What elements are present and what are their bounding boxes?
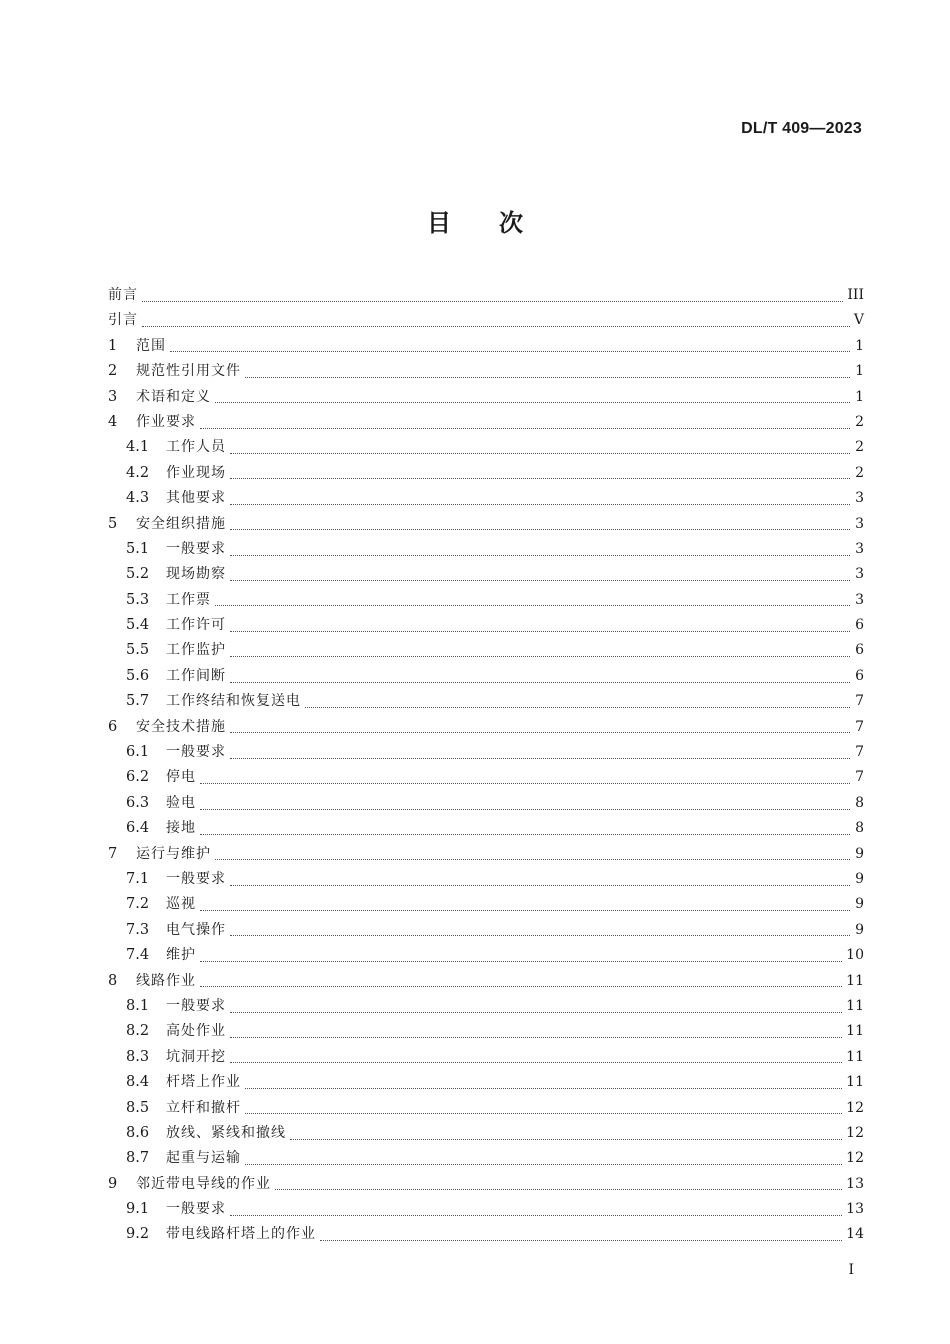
toc-entry-title: 安全组织措施	[136, 515, 226, 532]
toc-entry-title: 其他要求	[166, 490, 226, 507]
toc-entry-number: 4.2	[126, 464, 150, 481]
toc-leader-dots	[275, 1188, 842, 1190]
toc-entry-title: 前言	[108, 287, 138, 303]
page-number: I	[848, 1262, 854, 1278]
toc-entry-number: 5	[108, 515, 118, 532]
toc-entry-page: 14	[846, 1226, 864, 1243]
toc-entry-title: 规范性引用文件	[136, 363, 241, 380]
toc-entry-page: 1	[855, 388, 864, 405]
toc-entry-number: 5.3	[126, 591, 150, 608]
toc-entry[interactable]	[108, 765, 864, 790]
toc-entry-title: 运行与维护	[136, 845, 211, 862]
toc-entry-title: 作业现场	[166, 464, 226, 481]
toc-leader-dots	[142, 300, 843, 302]
toc-entry-title: 工作间断	[166, 667, 226, 684]
toc-leader-dots	[200, 782, 850, 784]
toc-entry[interactable]	[108, 588, 864, 613]
toc-entry-page: 12	[846, 1150, 864, 1167]
toc-title	[0, 203, 950, 238]
toc-entry-number: 8.3	[126, 1048, 150, 1065]
toc-leader-dots	[230, 1036, 842, 1038]
toc-leader-dots	[230, 477, 850, 479]
toc-entry[interactable]	[108, 359, 864, 384]
toc-leader-dots	[215, 401, 850, 403]
toc-entry-number: 7.3	[126, 921, 150, 938]
toc-entry[interactable]	[108, 1146, 864, 1171]
toc-entry-title: 线路作业	[136, 972, 196, 989]
toc-leader-dots	[245, 376, 850, 378]
toc-entry-page: 9	[855, 845, 864, 862]
toc-leader-dots	[230, 655, 850, 657]
toc-entry-title: 电气操作	[166, 921, 226, 938]
toc-entry-page: 3	[855, 540, 864, 557]
toc-entry-title: 起重与运输	[166, 1150, 241, 1167]
toc-entry[interactable]	[108, 689, 864, 714]
toc-entry[interactable]	[108, 969, 864, 994]
toc-entry-number: 5.7	[126, 693, 150, 710]
toc-entry-page: 1	[855, 337, 864, 354]
toc-entry-page: 3	[855, 591, 864, 608]
toc-title-char-1: 目	[427, 209, 451, 237]
toc-entry-title: 一般要求	[166, 870, 226, 887]
toc-entry-number: 2	[108, 363, 118, 380]
toc-entry-page: 8	[855, 820, 864, 837]
toc-entry-page: 10	[846, 947, 864, 964]
toc-entry-page: 9	[855, 921, 864, 938]
toc-leader-dots	[200, 833, 850, 835]
toc-entry-title: 高处作业	[166, 1023, 226, 1040]
toc-entry-page: 3	[855, 515, 864, 532]
toc-entry[interactable]	[108, 740, 864, 765]
toc-leader-dots	[305, 706, 850, 708]
toc-entry-page: 13	[846, 1175, 864, 1192]
toc-leader-dots	[230, 757, 850, 759]
toc-entry-title: 接地	[166, 820, 196, 837]
toc-entry-page: 11	[846, 1023, 864, 1040]
toc-entry-page: 11	[846, 972, 864, 989]
toc-entry-title: 现场勘察	[166, 566, 226, 583]
toc-entry-number: 9.2	[126, 1226, 150, 1243]
toc-entry-number: 8.6	[126, 1124, 150, 1141]
toc-leader-dots	[230, 681, 850, 683]
toc-leader-dots	[230, 579, 850, 581]
toc-entry-number: 5.5	[126, 642, 150, 659]
toc-entry-title: 一般要求	[166, 540, 226, 557]
toc-entry-number: 3	[108, 388, 118, 405]
toc-entry-number: 6.4	[126, 820, 150, 837]
toc-entry-number: 4.1	[126, 439, 150, 456]
toc-entry-number: 8.2	[126, 1023, 150, 1040]
toc-entry[interactable]	[108, 461, 864, 486]
toc-entry-page: 6	[855, 642, 864, 659]
toc-entry[interactable]	[108, 638, 864, 663]
toc-leader-dots	[230, 630, 850, 632]
toc-entry-page: III	[847, 287, 864, 303]
toc-entry-number: 8.7	[126, 1150, 150, 1167]
toc-entry[interactable]	[108, 1197, 864, 1222]
toc-entry-number: 4	[108, 413, 118, 430]
toc-entry[interactable]	[108, 1172, 864, 1197]
toc-entry-number: 7.2	[126, 896, 150, 913]
toc-entry-number: 1	[108, 337, 118, 354]
toc-entry-number: 5.4	[126, 617, 150, 634]
toc-entry-number: 5.1	[126, 540, 150, 557]
toc-entry-title: 一般要求	[166, 997, 226, 1014]
toc-entry[interactable]	[108, 1070, 864, 1095]
toc-leader-dots	[200, 427, 850, 429]
toc-entry-title: 验电	[166, 794, 196, 811]
toc-entry[interactable]	[108, 918, 864, 943]
toc-entry[interactable]	[108, 842, 864, 867]
toc-leader-dots	[245, 1163, 842, 1165]
toc-entry[interactable]	[108, 1121, 864, 1146]
toc-entry-page: V	[853, 312, 864, 329]
toc-entry-title: 引言	[108, 312, 138, 329]
toc-entry-number: 9	[108, 1175, 118, 1192]
toc-entry[interactable]	[108, 435, 864, 460]
toc-entry-number: 6.2	[126, 769, 150, 786]
toc-entry-title: 巡视	[166, 896, 196, 913]
toc-leader-dots	[245, 1087, 842, 1089]
toc-entry-page: 6	[855, 667, 864, 684]
toc-entry-title: 工作许可	[166, 617, 226, 634]
toc-entry-page: 7	[855, 769, 864, 786]
toc-entry-number: 9.1	[126, 1201, 150, 1218]
toc-entry[interactable]	[108, 613, 864, 638]
toc-entry-page: 8	[855, 794, 864, 811]
toc-entry-page: 2	[855, 464, 864, 481]
toc-entry-page: 9	[855, 870, 864, 887]
toc-leader-dots	[230, 528, 850, 530]
toc-entry[interactable]	[108, 537, 864, 562]
toc-entry-number: 8	[108, 972, 118, 989]
toc-entry-page: 9	[855, 896, 864, 913]
toc-leader-dots	[230, 452, 850, 454]
toc-entry-title: 停电	[166, 769, 196, 786]
toc-entry-page: 13	[846, 1201, 864, 1218]
toc-entry[interactable]	[108, 994, 864, 1019]
toc-entry-title: 一般要求	[166, 1201, 226, 1218]
toc-entry-page: 3	[855, 490, 864, 507]
toc-entry[interactable]	[108, 562, 864, 587]
toc-leader-dots	[200, 960, 842, 962]
toc-entry[interactable]	[108, 334, 864, 359]
toc-leader-dots	[290, 1138, 842, 1140]
toc-leader-dots	[215, 858, 850, 860]
toc-entry-title: 立杆和撤杆	[166, 1099, 241, 1116]
toc-entry-number: 8.1	[126, 997, 150, 1014]
toc-entry-page: 7	[855, 718, 864, 735]
toc-entry-page: 7	[855, 693, 864, 710]
toc-entry-title: 安全技术措施	[136, 718, 226, 735]
toc-entry-title: 范围	[136, 337, 166, 354]
toc-entry[interactable]	[108, 1096, 864, 1121]
toc-entry-page: 11	[846, 1048, 864, 1065]
toc-entry-number: 7.4	[126, 947, 150, 964]
toc-leader-dots	[200, 985, 842, 987]
toc-entry-number: 6.3	[126, 794, 150, 811]
toc-entry[interactable]	[108, 892, 864, 917]
toc-entry[interactable]	[108, 943, 864, 968]
toc-entry[interactable]	[108, 867, 864, 892]
toc-entry[interactable]	[108, 715, 864, 740]
toc-entry-title: 工作票	[166, 591, 211, 608]
toc-leader-dots	[245, 1112, 842, 1114]
toc-entry-page: 2	[855, 413, 864, 430]
toc-entry[interactable]	[108, 410, 864, 435]
toc-leader-dots	[230, 934, 850, 936]
toc-entry-title: 带电线路杆塔上的作业	[166, 1226, 316, 1243]
toc-entry[interactable]	[108, 791, 864, 816]
toc-leader-dots	[230, 1214, 842, 1216]
toc-entry-number: 7.1	[126, 870, 150, 887]
toc-leader-dots	[230, 554, 850, 556]
toc-entry-title: 一般要求	[166, 744, 226, 761]
toc-entry-page: 2	[855, 439, 864, 456]
toc-entry[interactable]	[108, 1045, 864, 1070]
toc-entry-page: 1	[855, 363, 864, 380]
toc-entry-page: 6	[855, 617, 864, 634]
toc-entry-title: 杆塔上作业	[166, 1074, 241, 1091]
toc-entry-page: 12	[846, 1124, 864, 1141]
toc-entry-number: 8.5	[126, 1099, 150, 1116]
toc-entry-title: 邻近带电导线的作业	[136, 1175, 271, 1192]
toc-entry-title: 维护	[166, 947, 196, 964]
toc-leader-dots	[230, 1011, 842, 1013]
toc-entry[interactable]	[108, 1019, 864, 1044]
toc-entry[interactable]	[108, 385, 864, 410]
toc-entry[interactable]	[108, 816, 864, 841]
toc-entry-title: 工作终结和恢复送电	[166, 693, 301, 710]
toc-entry-title: 工作人员	[166, 439, 226, 456]
toc-entry-number: 7	[108, 845, 118, 862]
toc-entry-number: 5.2	[126, 566, 150, 583]
toc-leader-dots	[215, 604, 850, 606]
toc-leader-dots	[170, 350, 850, 352]
toc-leader-dots	[230, 503, 850, 505]
toc-entry-number: 6	[108, 718, 118, 735]
toc-leader-dots	[200, 909, 850, 911]
toc-entry-title: 术语和定义	[136, 388, 211, 405]
toc-entry-title: 作业要求	[136, 413, 196, 430]
table-of-contents	[108, 283, 864, 1248]
toc-leader-dots	[320, 1239, 842, 1241]
toc-leader-dots	[230, 884, 850, 886]
toc-entry[interactable]	[108, 283, 864, 308]
toc-entry-title: 放线、紧线和撤线	[166, 1124, 286, 1141]
toc-entry-number: 5.6	[126, 667, 150, 684]
toc-entry[interactable]	[108, 486, 864, 511]
toc-entry-title: 工作监护	[166, 642, 226, 659]
toc-entry-title: 坑洞开挖	[166, 1048, 226, 1065]
toc-entry[interactable]	[108, 512, 864, 537]
toc-entry-page: 11	[846, 1074, 864, 1091]
toc-entry[interactable]	[108, 664, 864, 689]
toc-leader-dots	[200, 808, 850, 810]
toc-entry-page: 3	[855, 566, 864, 583]
toc-entry-number: 4.3	[126, 490, 150, 507]
toc-entry-page: 11	[846, 997, 864, 1014]
toc-leader-dots	[142, 325, 850, 327]
toc-entry-number: 8.4	[126, 1074, 150, 1091]
toc-entry-number: 6.1	[126, 744, 150, 761]
document-code: DL/T 409—2023	[741, 120, 862, 137]
toc-entry-page: 7	[855, 744, 864, 761]
toc-entry[interactable]	[108, 308, 864, 333]
toc-entry-page: 12	[846, 1099, 864, 1116]
toc-title-char-2: 次	[499, 209, 523, 237]
toc-leader-dots	[230, 1061, 842, 1063]
toc-leader-dots	[230, 731, 850, 733]
toc-entry[interactable]	[108, 1222, 864, 1247]
